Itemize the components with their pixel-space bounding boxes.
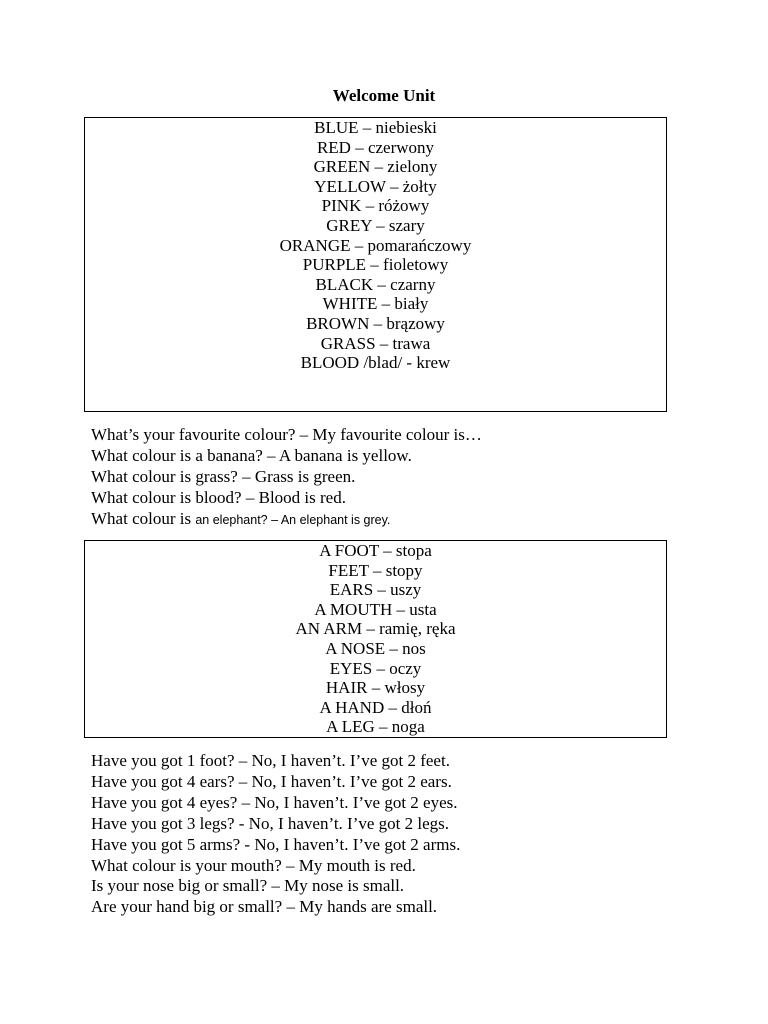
question-line: Have you got 1 foot? – No, I haven’t. I’ve got 2 feet.	[91, 751, 450, 770]
vocab-line: GREEN – zielony	[313, 157, 438, 177]
question-line: Have you got 3 legs? - No, I haven’t. I’ve got 2 legs.	[91, 813, 450, 833]
vocab-line: EYES – oczy	[329, 658, 422, 678]
question-line: What colour is blood? – Blood is red.	[91, 487, 346, 507]
vocab-line: YELLOW – żołty	[314, 176, 437, 196]
question-line: Have you got 5 arms? - No, I haven’t. I’ve got 2 arms.	[91, 834, 461, 854]
vocab-line: PINK – różowy	[321, 196, 430, 216]
vocab-line: A HAND – dłoń	[319, 697, 432, 717]
page-title: Welcome Unit	[332, 86, 436, 105]
colours-vocabulary-box	[84, 117, 667, 412]
vocab-line: BLACK – czarny	[315, 274, 436, 294]
vocab-line: A FOOT – stopa	[319, 541, 432, 560]
vocab-line: A MOUTH – usta	[314, 599, 437, 619]
question-line	[91, 509, 482, 531]
colour-questions	[91, 425, 482, 531]
vocab-line: WHITE – biały	[322, 294, 429, 314]
vocab-line: BLOOD /blad/ - krew	[300, 353, 451, 373]
question-line: Are your hand big or small? – My hands are small.	[91, 897, 438, 917]
question-line: What colour is your mouth? – My mouth is red.	[91, 855, 416, 875]
vocab-line: A LEG – noga	[326, 717, 425, 737]
question-line: What colour is grass? – Grass is green.	[91, 466, 356, 486]
question-line-part: an elephant? – An elephant is grey.	[195, 512, 391, 527]
question-line: What colour is a banana? – A banana is yellow.	[91, 445, 412, 465]
vocab-line: BLUE – niebieski	[314, 118, 437, 137]
question-line-part: What colour is	[91, 508, 196, 528]
vocab-line: BROWN – brązowy	[306, 313, 445, 333]
question-line: Have you got 4 ears? – No, I haven’t. I’ve got 2 ears.	[91, 771, 452, 791]
body-questions	[91, 751, 460, 918]
question-line: Have you got 4 eyes? – No, I haven’t. I’ve got 2 eyes.	[91, 792, 458, 812]
vocab-line: GREY – szary	[326, 215, 425, 235]
vocab-line: A NOSE – nos	[325, 638, 426, 658]
body-parts-vocabulary-box	[84, 540, 667, 738]
vocab-line: GRASS – trawa	[320, 333, 431, 353]
vocab-line: RED – czerwony	[316, 137, 435, 157]
vocab-line: AN ARM – ramię, ręka	[295, 619, 456, 639]
vocab-line: ORANGE – pomarańczowy	[279, 235, 472, 255]
vocab-line: PURPLE – fioletowy	[302, 255, 449, 275]
vocab-line: EARS – uszy	[329, 580, 422, 600]
vocab-line: FEET – stopy	[328, 560, 423, 580]
question-line: Is your nose big or small? – My nose is small.	[91, 876, 405, 896]
question-line: What’s your favourite colour? – My favourite colour is…	[91, 425, 482, 444]
vocab-line: HAIR – włosy	[325, 678, 426, 698]
